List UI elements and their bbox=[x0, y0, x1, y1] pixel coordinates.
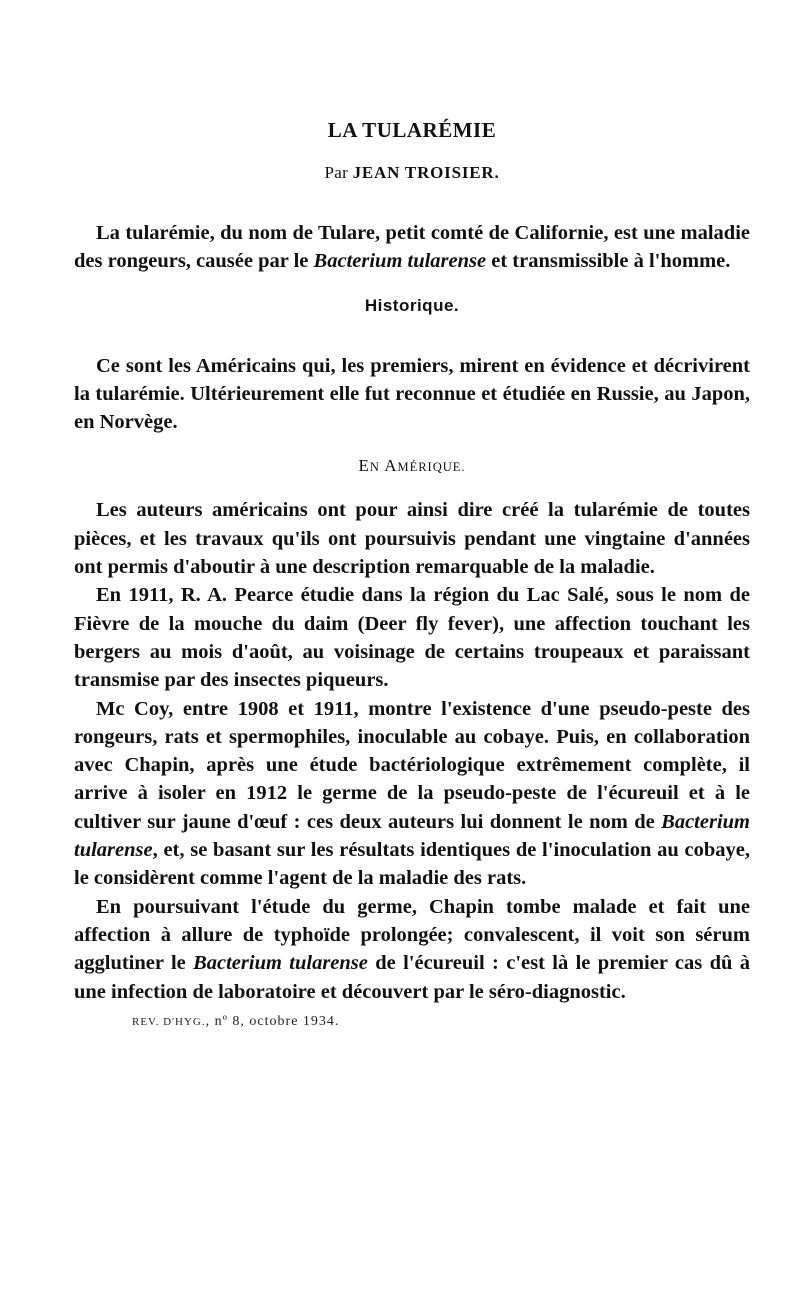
section-heading-amerique bbox=[74, 456, 750, 476]
p3-text-b: , et, se basant sur les résultats identiques de l'inoculation au cobaye, le considèrent comme l'agent de la maladie des rats. bbox=[74, 839, 750, 890]
author-name: JEAN TROISIER. bbox=[352, 163, 500, 182]
p4-italic-species: Bacterium tularense bbox=[193, 952, 368, 975]
amerique-paragraph-1: Les auteurs américains ont pour ainsi dire créé la tularémie de toutes pièces, et les travaux qu'ils ont poursuivis pendant une vingtaine d'années ont permis d'aboutir à une description remarquable de la maladie. bbox=[74, 499, 750, 579]
p4-text-b: de l'écureuil : c'est là le premier cas dû à une infection de laboratoire et découvert par le séro-diagnostic. bbox=[74, 952, 750, 1003]
heading-small-1: N bbox=[369, 460, 380, 475]
intro-text-1: La tularémie, du nom de Tulare, petit comté de Californie, est une maladie des rongeurs, causée par le bbox=[74, 222, 750, 273]
p3-italic-species: Bacterium tularense bbox=[74, 810, 750, 862]
intro-paragraph bbox=[74, 219, 750, 276]
article-title: LA TULARÉMIE bbox=[327, 118, 497, 142]
article-page bbox=[74, 118, 750, 1030]
heading-small-2: MÉRIQUE. bbox=[397, 460, 466, 475]
intro-text-2: et transmissible à l'homme. bbox=[486, 250, 731, 273]
amerique-paragraph-3 bbox=[74, 695, 750, 893]
amerique-paragraph-2: En 1911, R. A. Pearce étudie dans la région du Lac Salé, sous le nom de Fièvre de la mouche du daim (Deer fly fever), une affection touchant les bergers au mois d'août, au voisinage de certains troupeaux et paraissant transmise par des insectes piqueurs. bbox=[74, 584, 750, 692]
amerique-paragraph-4 bbox=[74, 893, 750, 1006]
byline-prefix: Par bbox=[324, 163, 353, 182]
byline bbox=[74, 163, 750, 183]
intro-italic-species: Bacterium tularense bbox=[313, 250, 487, 273]
heading-cap-a: A bbox=[384, 456, 398, 476]
footer-issue: , nº 8, octobre 1934. bbox=[205, 1013, 340, 1029]
p4-text-a: En poursuivant l'étude du germe, Chapin tombe malade et fait une affection à allure de typhoïde prolongée; convalescent, il voit son sérum agglutiner le bbox=[74, 895, 750, 975]
p3-text-a: Mc Coy, entre 1908 et 1911, montre l'existence d'une pseudo-peste des rongeurs, rats et spermophiles, inoculable au cobaye. Puis, en collaboration avec Chapin, après une étude bactériologique extrêmement complète, il arrive à isoler en 1912 le germe de la pseudo-peste de l'écureuil et à le cultiver sur jaune d'œuf : ces deux auteurs lui donnent le nom de bbox=[74, 697, 750, 833]
historique-paragraph: Ce sont les Américains qui, les premiers, mirent en évidence et décrivirent la tularémie. Ultérieurement elle fut reconnue et étudiée en Russie, au Japon, en Norvège. bbox=[74, 354, 750, 434]
section-heading-historique: Historique. bbox=[364, 295, 460, 315]
heading-cap-e: E bbox=[358, 456, 370, 476]
footer-journal: REV. D'HYG. bbox=[132, 1015, 206, 1028]
page-footer bbox=[132, 1014, 750, 1030]
